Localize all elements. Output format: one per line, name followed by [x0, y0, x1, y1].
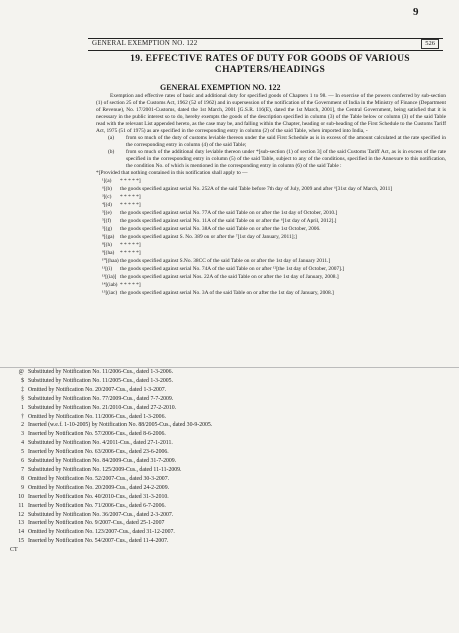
proviso-item-text: * * * * *] [120, 178, 141, 184]
proviso-item-text: * * * * *] [120, 202, 141, 208]
proviso-item [96, 289, 446, 297]
proviso-item-text: the goods specified against serial No. 252A of the said Table before 7th day of July, 2009 and after ⁶[31st day of March, 2011] [120, 186, 393, 192]
clause-b [96, 149, 446, 170]
footnote-text: Substituted by Notification No. 125/2009-Cus., dated 11-11-2009. [28, 466, 182, 473]
footnote-mark: @ [18, 369, 24, 375]
footnote-text: Substituted by Notification No. 4/2011-Cus., dated 27-1-2011. [28, 440, 173, 447]
footnote-text: Inserted by Notification No. 9/2007-Cus., dated 25-1-2007 [28, 520, 165, 527]
footnotes [10, 368, 270, 555]
footnote-mark: 9 [21, 484, 24, 491]
proviso: *[Provided that nothing contained in this notification shall apply to — [96, 170, 248, 176]
footnote-mark: § [21, 395, 24, 402]
proviso-item-text: the goods specified against S.No. 38CC of the said Table on or after the 1st day of January 2011.] [120, 258, 331, 264]
proviso-item-label: ¹¹[(i) [102, 266, 113, 272]
proviso-item-text: the goods specified against serial No. 3A of the said Table on or after the 1st day of January, 2008.] [120, 290, 334, 296]
footnote [10, 475, 270, 484]
footnote-text: Substituted by Notification No. 36/2007-Cus., dated 2-3-2007. [28, 511, 174, 518]
footnote-text: Substituted by Notification No. 11/2005-Cus., dated 1-3-2005. [28, 377, 174, 384]
proviso-item-label: ⁴[(d) [102, 202, 112, 208]
proviso-item [96, 225, 446, 233]
proviso-item-label: ¹[(a) [102, 178, 112, 184]
clause-b-text: from so much of the additional duty leviable thereon under *[sub-section (1) of section 3] of the said Customs Tariff Act, as is in excess of the rate specified in the corresponding entry in column (5) of the said Table, subject to any of the conditions, specified in the Annexure to this notification, the condition No. of which is mentioned in the corresponding entry in column (6) of the said Table : [126, 149, 446, 169]
proviso-item [96, 209, 446, 217]
running-head [88, 38, 443, 51]
proviso-item [96, 177, 446, 185]
page-number: 9 [413, 6, 419, 18]
corner-mark: CT [10, 547, 18, 554]
proviso-item-label: ⁵[(f) [102, 218, 112, 224]
proviso-item-label: ⁶[(b) [102, 186, 112, 192]
proviso-item-label: ⁵[(g) [102, 226, 112, 232]
footnote-mark: ‡ [21, 386, 24, 393]
footnote-mark: 7 [21, 466, 24, 473]
footnote [10, 448, 270, 457]
footnote [10, 537, 270, 546]
footnote-mark: 2 [21, 422, 24, 429]
proviso-item [96, 249, 446, 257]
proviso-item [96, 273, 446, 281]
footnote [10, 421, 270, 430]
footnote-text: Substituted by Notification No. 84/2009-Cus., dated 31-7-2009. [28, 458, 177, 465]
footnote-mark: 15 [18, 538, 24, 545]
proviso-item [96, 217, 446, 225]
proviso-item-text: the goods specified against serial No. 77A of the said Table on or after the 1st day of October, 2010.] [120, 210, 338, 216]
proviso-item [96, 241, 446, 249]
running-head-title: GENERAL EXEMPTION NO. 122 [92, 39, 198, 47]
proviso-item-text: * * * * *] [120, 250, 141, 256]
proviso-item-label: ¹⁰[(haa) [102, 258, 119, 264]
proviso-item-label: ⁹[(ha) [102, 250, 115, 256]
proviso-item-label: ⁸[(h) [102, 242, 112, 248]
footnote-mark: 3 [21, 431, 24, 438]
proviso-item-text: the goods specified against S. No. 389 on or after the ⁷[1st day of January, 2011];] [120, 234, 297, 240]
intro-paragraph: Exemption and effective rates of basic and additional duty for specified goods of Chapters 1 to 98. — In exercise of the powers conferred by sub-section (1) of section 25 of the Customs Act, 1962 (52 of 1962) and in supersession of the notification of the Government of India in the Ministry of Finance (Department of Revenue), No. 17/2001-Customs, dated the 1st March, 2001 [G.S.R. 116(E), dated the 1st March, 2001], the Central Government, being satisfied that it is necessary in the public interest so to do, hereby exempts the goods of the description specified in column (3) of the Table below or column (3) of the said Table read with the relevant List appended hereto, as the case may be, and falling within the Chapter, heading or sub-heading of the First Schedule to the Customs Tariff Act, 1975 (51 of 1975) as are specified in the corresponding entry in column (2) of the said Table, when imported into India, - [96, 93, 446, 134]
footnote-text: Inserted by Notification No. 71/2006-Cus., dated 6-7-2006. [28, 502, 166, 509]
footnote-mark: † [21, 413, 24, 420]
footnote-mark: 1 [21, 404, 24, 411]
footnote-mark: 12 [18, 511, 24, 518]
footnote [10, 484, 270, 493]
footnote [10, 493, 270, 502]
proviso-item-label: ¹⁴[(iab) [102, 282, 118, 288]
footnote [10, 519, 270, 528]
footnote [10, 457, 270, 466]
footnote-text: Omitted by Notification No. 20/2007-Cus., dated 1-3-2007. [28, 386, 167, 393]
proviso-item-label: ⁹[(ga) [102, 234, 115, 240]
section-title: 19. EFFECTIVE RATES OF DUTY FOR GOODS OF VARIOUS CHAPTERS/HEADINGS [130, 54, 410, 75]
footnote-mark: 10 [18, 493, 24, 500]
footnote-mark: 6 [21, 458, 24, 465]
clause-a-label: (a) [108, 135, 114, 141]
proviso-item-text: * * * * *] [120, 282, 141, 288]
footnote-mark: 8 [21, 475, 24, 482]
footnote [10, 386, 270, 395]
notification-heading: GENERAL EXEMPTION NO. 122 [160, 83, 281, 92]
proviso-item-text: the goods specified against serial No. 74A of the said Table on or after ¹²[the 1st day of October, 2007].] [120, 266, 345, 272]
proviso-item [96, 281, 446, 289]
footnote-text: Inserted by Notification No. 63/2006-Cus., dated 23-6-2006. [28, 449, 169, 456]
footnote-text: Inserted by Notification No. 54/2007-Cus., dated 11-4-2007. [28, 538, 169, 545]
footnote-text: Substituted by Notification No. 11/2006-Cus., dated 1-3-2006. [28, 369, 174, 375]
running-head-page: 526 [421, 39, 439, 49]
footnote-text: Inserted by Notification No. 40/2010-Cus., dated 31-3-2010. [28, 493, 169, 500]
footnote [10, 466, 270, 475]
footnote-text: Substituted by Notification No. 21/2010-Cus., dated 27-2-2010. [28, 404, 177, 411]
footnote-text: Inserted by Notification No. 57/2006-Cus., dated 8-6-2006. [28, 431, 166, 438]
clause-b-label: (b) [108, 149, 115, 155]
footnote-mark: 4 [21, 440, 24, 447]
footnote-mark: 5 [21, 449, 24, 456]
proviso-item-text: the goods specified against serial Nos. 22A of the said Table on or after the 1st day of January, 2008.] [120, 274, 339, 280]
footnote-text: Substituted by Notification No. 77/2009-Cus., dated 7-7-2009. [28, 395, 174, 402]
proviso-item-text: * * * * *] [120, 242, 141, 248]
footnote [10, 413, 270, 422]
footnote [10, 528, 270, 537]
footnote-text: Omitted by Notification No. 52/2007-Cus., dated 30-3-2007. [28, 475, 170, 482]
footnote-mark: $ [21, 377, 24, 384]
footnote [10, 395, 270, 404]
footnote [10, 368, 270, 377]
footnote-mark: 14 [18, 529, 24, 536]
proviso-item [96, 257, 446, 265]
proviso-item-label: ¹⁵[(iac) [102, 290, 118, 296]
proviso-item-text: * * * * *] [120, 194, 141, 200]
footnote-mark: 13 [18, 520, 24, 527]
proviso-item-text: the goods specified against serial No. 38A of the said Table on or after the 1st October, 2006. [120, 226, 321, 232]
footnote-text: Omitted by Notification No. 11/2006-Cus., dated 1-3-2006. [28, 413, 166, 420]
proviso-item [96, 185, 446, 193]
proviso-item [96, 233, 446, 241]
notification-body [96, 93, 446, 297]
footnote [10, 502, 270, 511]
footnote [10, 439, 270, 448]
proviso-item [96, 193, 446, 201]
proviso-item [96, 265, 446, 273]
footnote-mark: 11 [18, 502, 24, 509]
footnote [10, 511, 270, 520]
footnote-text: Omitted by Notification No. 123/2007-Cus., dated 31-12-2007. [28, 529, 175, 536]
footnote [10, 430, 270, 439]
clause-a-text: from so much of the duty of customs leviable thereon under the said First Schedule as is in excess of the amount calculated at the rate specified in the corresponding entry in column (4) of the said Table; [126, 135, 446, 148]
proviso-item-text: the goods specified against serial No. 11A of the said Table on or after the ⁶[1st day of April, 2012].] [120, 218, 337, 224]
footnote-text: Inserted (w.e.f. 1-10-2005) by Notification No. 88/2005-Cus., dated 30-9-2005. [28, 422, 213, 429]
footnote-text: Omitted by Notification No. 20/2009-Cus., dated 24-2-2009. [28, 484, 170, 491]
footnote [10, 404, 270, 413]
proviso-item-label: ³[(c) [102, 194, 112, 200]
proviso-item [96, 201, 446, 209]
proviso-item-label: ¹³[(ia)] [102, 274, 117, 280]
proviso-item-label: ⁵[(e) [102, 210, 112, 216]
clause-a [96, 135, 446, 149]
footnote [10, 377, 270, 386]
